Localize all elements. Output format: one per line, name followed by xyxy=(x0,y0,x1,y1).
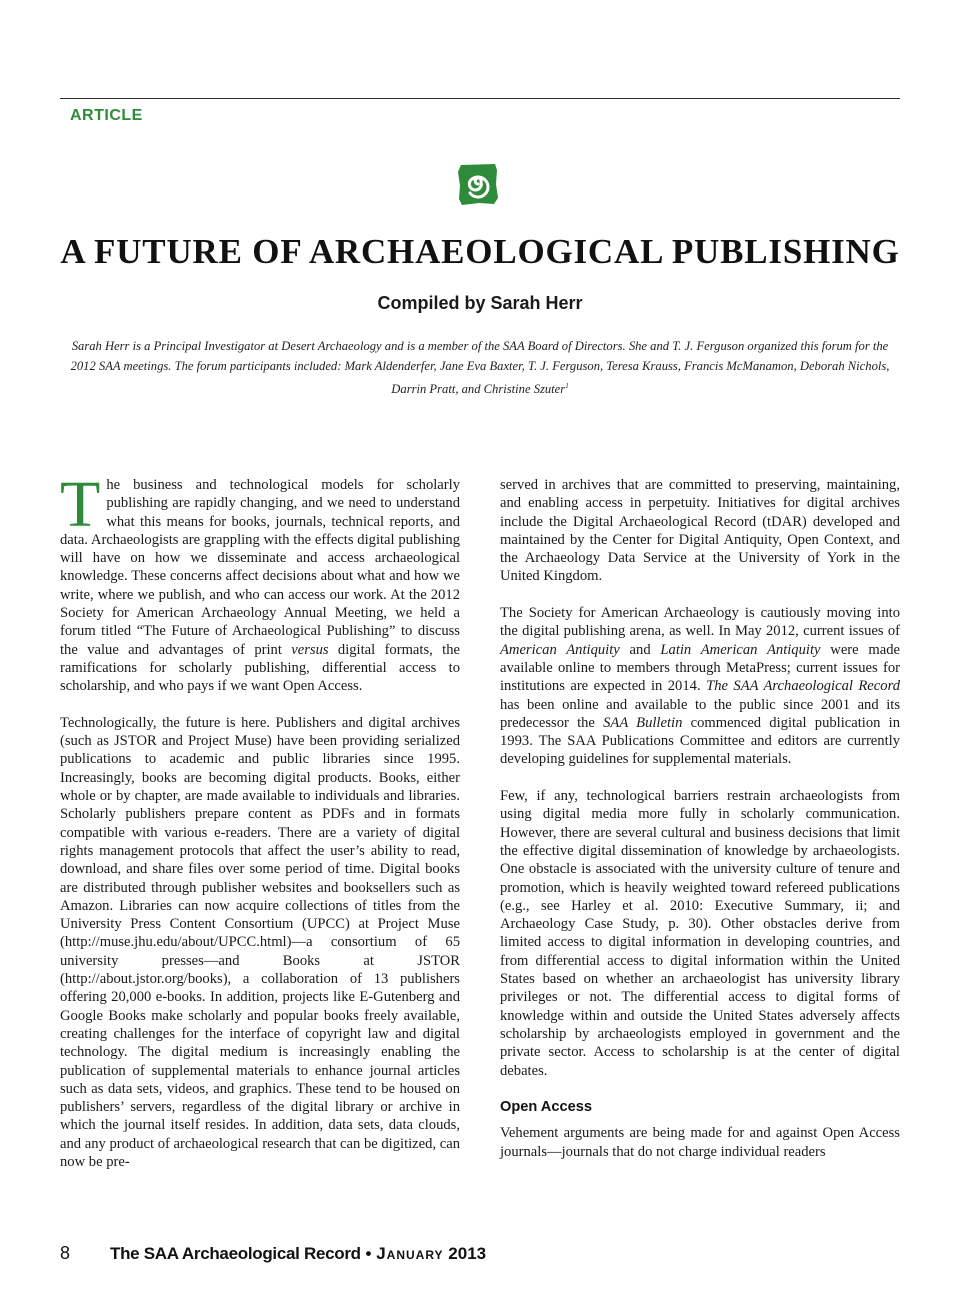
footnote-marker: 1 xyxy=(565,382,569,390)
footer-bullet: • xyxy=(365,1244,372,1263)
section-label: ARTICLE xyxy=(70,107,143,124)
journal-title-emphasis: The SAA Archaeological Record xyxy=(706,678,900,695)
page-footer xyxy=(60,1243,486,1264)
page-number: 8 xyxy=(60,1243,71,1263)
paragraph: Vehement arguments are being made for and against Open Access journals—journals that do not charge individual readers xyxy=(500,1125,900,1160)
body-column-right xyxy=(500,476,900,1161)
paragraph: Few, if any, technological barriers restrain archaeologists from using digital media more fully in scholarly communication. However, there are several cultural and business decisions that limit the effective digital dissemination of knowledge by archaeologists. One obstacle is associated with the university culture of tenure and promotion, which is heavily weighted toward refereed publications (e.g., see Harley et al. 2010: Executive Summary, ii; and Archaeology Case Study, p. 30). Other obstacles derive from limited access to digital information in developing countries, and from differential access to digital information within the United States based on whether an archaeologist has university library privileges or not. The differential access to digital forms of knowledge within and outside the United States adversely affects scholarship by archaeologists employed in government and the private sector. Access to scholarship is at the center of digital debates. xyxy=(500,788,900,1079)
author-bio xyxy=(62,336,898,399)
journal-title-emphasis: American Antiquity xyxy=(500,641,620,658)
paragraph-text: has been online and available to the public since 2001 and its predecessor the xyxy=(500,696,900,731)
paragraph-text: were made available online to members through MetaPress; current issues for institutions are expected in 2014. xyxy=(500,641,901,695)
paragraph-text: The Society for American Archaeology is cautiously moving into the digital publishing arena, as well. In May 2012, current issues of xyxy=(500,605,900,640)
body-column-left xyxy=(60,468,460,1171)
paragraph-text: digital formats, the ramifications for scholarly publishing, differential access to scholarship, and who pays if we want Open Access. xyxy=(60,641,460,695)
paragraph-text: commenced digital publication in 1993. The SAA Publications Committee and editors are currently developing guidelines for supplemental materials. xyxy=(500,714,900,768)
journal-title-emphasis: Latin American Antiquity xyxy=(660,641,821,658)
drop-cap: T xyxy=(60,468,101,541)
paragraph xyxy=(500,604,900,769)
journal-name: The SAA Archaeological Record xyxy=(110,1244,361,1263)
paragraph-emphasis: versus xyxy=(291,641,329,658)
paragraph xyxy=(60,468,460,696)
article-title: A FUTURE OF ARCHAEOLOGICAL PUBLISHING xyxy=(60,232,900,271)
top-divider xyxy=(60,98,900,99)
paragraph: served in archives that are committed to preserving, maintaining, and enabling access in perpetuity. Initiatives for digital archives include the Digital Archaeological Record (tDAR) developed and maintained by the Center for Digital Antiquity, Open Context, and the Archaeology Data Service at the University of York in the United Kingdom. xyxy=(500,477,900,585)
issue-year: 2013 xyxy=(448,1244,487,1263)
paragraph-text: and xyxy=(619,641,661,658)
section-subheading: Open Access xyxy=(500,1099,592,1116)
author-bio-text: Sarah Herr is a Principal Investigator at Desert Archaeology and is a member of the SAA Board of Directors. She and T. J. Ferguson organized this forum for the 2012 SAA meetings. The forum participants included: Mark Aldenderfer, Jane Eva Baxter, T. J. Ferguson, Teresa Krauss, Francis McManamon, Deborah Nichols, Darrin Pratt, and Christine Szuter xyxy=(70,339,890,397)
spiral-glyph-icon xyxy=(457,162,499,206)
paragraph-text: he business and technological models for scholarly publishing are rapidly changing, and we need to understand what this means for books, journals, technical reports, and data. Archaeologists are grappling with the effects digital publishing will have on how we disseminate and access archaeological knowledge. These concerns affect decisions about what and how we write, where we publish, and who can access our work. At the 2012 Society for American Archaeology Annual Meeting, we held a forum titled “The Future of Archaeological Publishing” to discuss the value and advantages of print xyxy=(60,477,460,658)
paragraph: Technologically, the future is here. Publishers and digital archives (such as JSTOR and Project Muse) have been providing serialized publications to academic and public libraries since 1995. Increasingly, books are becoming digital products. Books, either whole or by chapter, are made available to individuals and libraries. Scholarly publishers prepare content as PDFs and in formats compatible with various e-readers. There are a variety of digital rights management protocols that affect the user’s ability to read, download, and share files over some period of time. Digital books are distributed through publisher websites and booksellers such as Amazon. Libraries can now acquire collections of titles from the University Press Content Consortium (UPCC) at Project Muse (http://muse.jhu.edu/about/UPCC.html)—a consortium of 65 university presses—and Books at JSTOR (http://about.jstor.org/books), a collaboration of 13 publishers offering 20,000 e-books. In addition, projects like E-Gutenberg and Google Books make scholarly and popular books freely available, creating challenges for the interface of copyright law and digital technology. The digital medium is increasingly enabling the publication of supplemental materials to enhance journal articles such as data sets, videos, and graphics. These tend to be housed on publishers’ servers, regardless of the digital library or archive in which the journal itself resides. In addition, data sets, data clouds, and any product of archaeological research that can be digitized, can now be pre- xyxy=(60,714,460,1170)
journal-title-emphasis: SAA Bulletin xyxy=(603,714,683,731)
article-byline: Compiled by Sarah Herr xyxy=(377,293,583,313)
issue-month: January xyxy=(376,1244,444,1263)
